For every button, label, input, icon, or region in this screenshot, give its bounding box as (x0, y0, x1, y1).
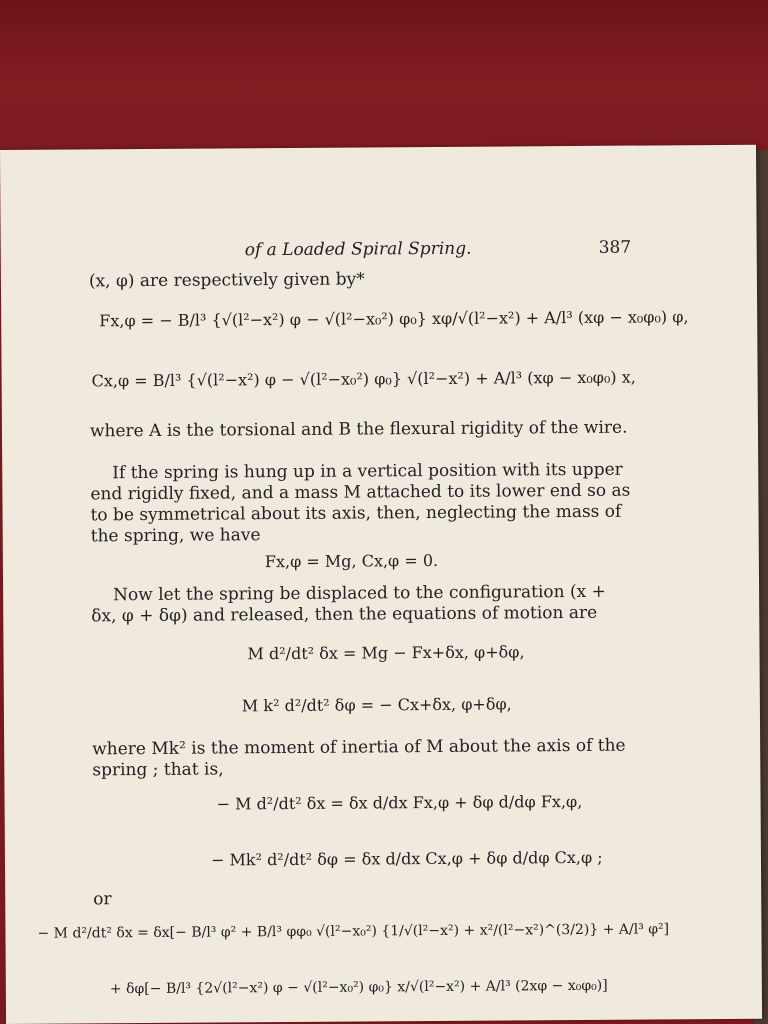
page-number: 387 (598, 237, 632, 258)
equation-F: Fx,φ = − B/l³ {√(l²−x²) φ − √(l²−x₀²) φ₀} xφ/√(l²−x²) + A/l³ (xφ − x₀φ₀) φ, (99, 307, 689, 331)
equation-linear-1: − M d²/dt² δx = δx d/dx Fx,φ + δφ d/dφ Fx,φ, (216, 791, 583, 814)
equation-linear-2: − Mk² d²/dt² δφ = δx d/dx Cx,φ + δφ d/dφ Cx,φ ; (210, 847, 603, 870)
equation-equilibrium: Fx,φ = Mg, Cx,φ = 0. (264, 550, 439, 572)
equation-motion-2: M k² d²/dt² δφ = − Cx+δx, φ+δφ, (241, 694, 512, 716)
background-cloth (0, 0, 768, 160)
equation-motion-1: M d²/dt² δx = Mg − Fx+δx, φ+δφ, (247, 642, 525, 664)
paragraph-hung-spring: If the spring is hung up in a vertical position with its upper end rigidly fixed, and a mass M attached to its lower end so as to be symmetrical about its axis, then, neglecting the mass of the spring, we have (90, 459, 631, 547)
where-rigidity-text: where A is the torsional and B the flexural rigidity of the wire. (89, 417, 628, 442)
equation-final-2: + δφ[− B/l³ {2√(l²−x²) φ − √(l²−x₀²) φ₀} x/√(l²−x²) + A/l³ (2xφ − x₀φ₀)] (109, 977, 608, 998)
running-header: of a Loaded Spiral Spring. (244, 238, 472, 261)
equation-C: Cx,φ = B/l³ {√(l²−x²) φ − √(l²−x₀²) φ₀} √(l²−x²) + A/l³ (xφ − x₀φ₀) x, (91, 367, 636, 391)
paragraph-displacement: Now let the spring be displaced to the configuration (x + δx, φ + δφ) and released, then the equations of motion are (91, 581, 606, 627)
intro-line: (x, φ) are respectively given by* (88, 269, 365, 292)
book-page (0, 145, 762, 1024)
equation-final-1: − M d²/dt² δx = δx[− B/l³ φ² + B/l³ φφ₀ √(l²−x₀²) {1/√(l²−x²) + x²/(l²−x²)^(3/2)} + A/l³ φ²] (37, 921, 670, 942)
or-word: or (93, 889, 112, 910)
paragraph-moment-inertia: where Mk² is the moment of inertia of M about the axis of the spring ; that is, (92, 735, 626, 781)
